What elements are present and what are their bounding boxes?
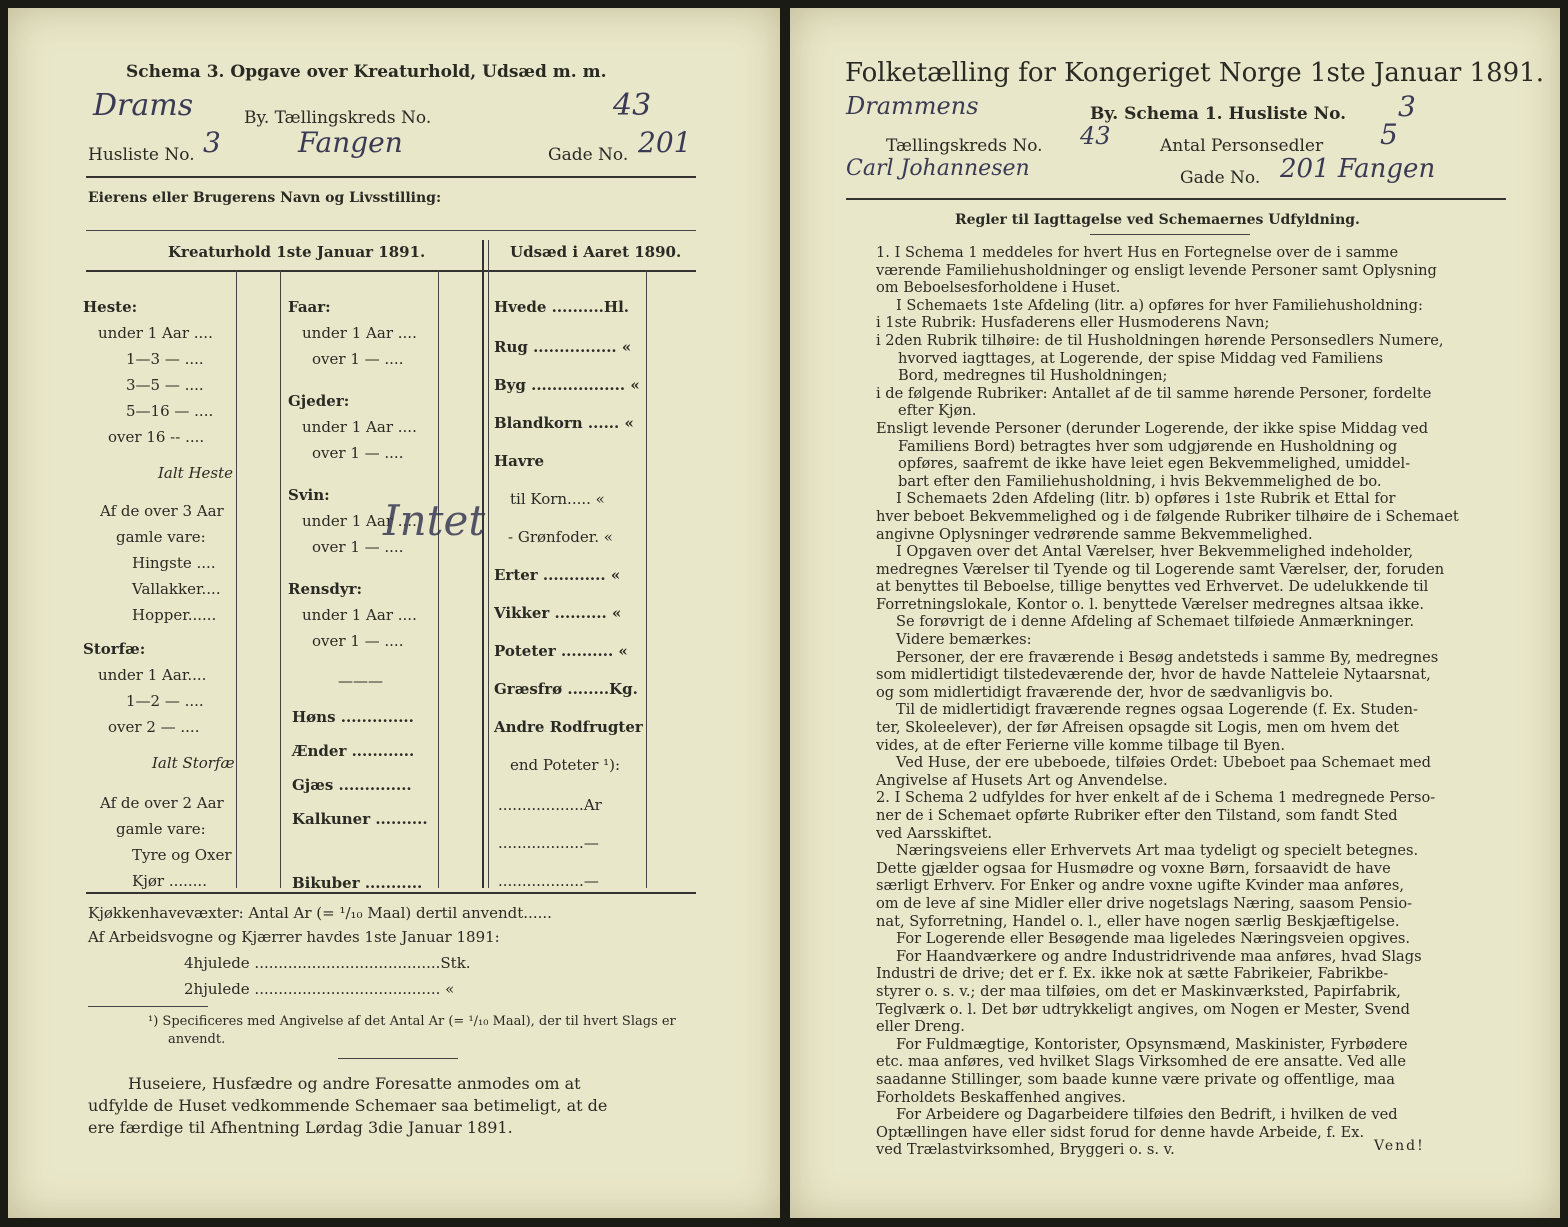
poultry-row: Kalkuner .......... [292, 810, 428, 828]
footnote-text: ¹) Specificeres med Angivelse af det Antal Ar (= ¹/₁₀ Maal), der til hvert Slags er [148, 1014, 676, 1029]
udsaed-row: ..................— [498, 834, 599, 852]
rensdyr-title: Rensdyr: [288, 580, 363, 598]
divider [846, 198, 1506, 200]
schema1-husliste-label: By. Schema 1. Husliste No. [1090, 104, 1347, 124]
rule-line: Ensligt levende Personer (derunder Logerende, der ikke spise Middag ved [876, 419, 1429, 437]
gjeder-title: Gjeder: [288, 392, 350, 410]
rule-line: ved Trælastvirksomhed, Bryggeri o. s. v. [876, 1141, 1175, 1159]
column-divider [280, 270, 281, 888]
rule-line: 1. I Schema 1 meddeles for hvert Hus en Fortegnelse over de i samme [876, 244, 1399, 261]
udsaed-row: ..................Ar [498, 796, 602, 814]
rule-line: Ved Huse, der ere ubeboede, tilføies Ordet: Ubeboet paa Schemaet med [896, 754, 1432, 772]
udsaed-row: Poteter .......... « [494, 642, 628, 660]
poultry-row: Ænder ............ [292, 742, 415, 760]
udsaed-row: ..................— [498, 872, 599, 890]
storfae-row: under 1 Aar.... [98, 666, 207, 684]
rule-line: For Arbeidere og Dagarbeidere tilføies den Bedrift, i hvilken de ved [896, 1106, 1398, 1124]
svin-title: Svin: [288, 486, 330, 504]
rule-line: nat, Syforretning, Handel o. l., eller have nogen særlig Beskjæftigelse. [876, 912, 1400, 930]
rensdyr-row: under 1 Aar .... [302, 606, 417, 624]
rule-line: I Schemaets 2den Afdeling (litr. b) opføres i 1ste Rubrik et Ettal for [896, 490, 1396, 508]
footnote-text: anvendt. [168, 1032, 226, 1047]
udsaed-row: Andre Rodfrugter [494, 718, 643, 736]
storfae-row: over 2 — .... [108, 718, 200, 736]
storfae-af-de: Af de over 2 Aar [100, 794, 224, 812]
wheels4-line: 4hjulede .......................................Stk. [184, 954, 471, 972]
rule-line: hver beboet Bekvemmelighed og i de følgende Rubriker tilhøire de i Schemaet [876, 507, 1459, 525]
heste-total: Ialt Heste [158, 464, 234, 482]
rule-line: og som midlertidigt fraværende der, hvor de sædvanligvis bo. [876, 683, 1334, 701]
kreaturhold-title: Kreaturhold 1ste Januar 1891. [168, 243, 426, 261]
rule-line: I Schemaets 1ste Afdeling (litr. a) opføres for hver Familiehusholdning: [896, 296, 1423, 314]
rule-line: angivne Oplysninger vedrørende samme Bekvemmelighed. [876, 525, 1313, 543]
schema3-header: Schema 3. Opgave over Kreaturhold, Udsæd m. m. [126, 62, 607, 82]
heste-row: 3—5 — .... [126, 376, 204, 394]
rule-line: Forholdets Beskaffenhed angives. [876, 1088, 1126, 1106]
udsaed-row: Havre [494, 452, 545, 470]
rule-line: om Beboelsesforholdene i Huset. [876, 279, 1121, 297]
rule-line: Teglværk o. l. Det bør udtrykkeligt angives, om Nogen er Mester, Svend [876, 1000, 1411, 1018]
rule-line: Dette gjælder ogsaa for Husmødre og voxne Børn, forsaavidt de have [876, 859, 1391, 877]
rule-line: For Haandværkere og andre Industridrivende maa anføres, hvad Slags [896, 947, 1422, 965]
udsaed-title: Udsæd i Aaret 1890. [510, 243, 682, 261]
rule-line: 2. I Schema 2 udfyldes for hver enkelt af de i Schema 1 medregnede Perso- [876, 789, 1436, 807]
rule-line: saadanne Stillinger, som baade kunne være private og offentlige, maa [876, 1070, 1395, 1088]
wheels2-line: 2hjulede ....................................... « [184, 980, 455, 998]
rule-line: hvorved iagttages, at Logerende, der spise Middag ved Familiens [898, 349, 1383, 367]
rule-line: Videre bemærkes: [896, 631, 1032, 649]
vend-note: Vend! [1374, 1138, 1425, 1154]
divider [338, 1058, 458, 1059]
rule-line: efter Kjøn. [898, 402, 977, 420]
udsaed-row: Rug ................ « [494, 338, 632, 356]
udsaed-row: Byg .................. « [494, 376, 640, 394]
rule-line: For Logerende eller Besøgende maa ligeledes Næringsveien opgives. [896, 930, 1411, 948]
column-divider [488, 240, 489, 888]
heste-row: over 16 -- .... [108, 428, 205, 446]
faar-row: under 1 Aar .... [302, 324, 417, 342]
table-bottom-rule [86, 892, 696, 894]
rule-line: særligt Erhverv. For Enker og andre voxne ugifte Kvinder maa anføres, [876, 877, 1404, 895]
rule-line: værende Familiehusholdninger og ensligt levende Personer samt Oplysning [876, 261, 1437, 279]
husliste-handwritten: 3 [1398, 90, 1416, 123]
rule-line: i 1ste Rubrik: Husfaderens eller Husmoderens Navn; [876, 314, 1270, 332]
heste-row: under 1 Aar .... [98, 324, 213, 342]
udsaed-row: Vikker .......... « [494, 604, 622, 622]
rule-line: Se forøvrigt de i denne Afdeling af Schemaet tilføiede Anmærkninger. [896, 613, 1415, 631]
table-rule [86, 270, 696, 272]
divider [86, 176, 696, 178]
rule-line: styrer o. s. v.; der maa tilføies, om det er Maskinværksted, Papirfabrik, [876, 982, 1401, 1000]
rule-line: etc. maa anføres, ved hvilket Slags Virksomhed de ere ansatte. Ved alle [876, 1053, 1406, 1071]
closing-text: ere færdige til Afhentning Lørdag 3die Januar 1891. [88, 1118, 513, 1137]
heste-sub: Hingste .... [132, 554, 216, 572]
column-divider [438, 270, 439, 888]
rule-line: Næringsveiens eller Erhvervets Art maa tydeligt og specielt betegnes. [896, 842, 1419, 860]
gade-label: Gade No. [1180, 168, 1261, 188]
udsaed-row: Blandkorn ...... « [494, 414, 634, 432]
heste-gamle: gamle vare: [116, 528, 206, 546]
rule-line: som midlertidigt tilstedeværende der, hvor de havde Natteleie Nytaarsnat, [876, 666, 1431, 684]
husliste-label: Husliste No. [88, 145, 195, 165]
udsaed-row: Erter ............ « [494, 566, 621, 584]
heste-row: 1—3 — .... [126, 350, 204, 368]
heste-af-de: Af de over 3 Aar [100, 502, 224, 520]
faar-title: Faar: [288, 298, 331, 316]
gade-handwritten: 201 Fangen [1280, 154, 1436, 184]
storfae-total: Ialt Storfæ [152, 754, 235, 772]
storfae-title: Storfæ: [83, 640, 146, 658]
poultry-row: Høns .............. [292, 708, 414, 726]
storfae-sub: Tyre og Oxer [132, 846, 232, 864]
rule-line: bart efter den Familiehusholdning, i hvis Bekvemmelighed de bo. [898, 472, 1382, 490]
rule-line: i de følgende Rubriker: Antallet af de til samme hørende Personer, fordelte [876, 384, 1432, 402]
street-handwritten: Fangen [298, 126, 403, 159]
rules-title: Regler til Iagttagelse ved Schemaernes Udfyldning. [955, 212, 1360, 228]
rule-line: Angivelse af Husets Art og Anvendelse. [876, 771, 1168, 789]
faar-row: over 1 — .... [312, 350, 404, 368]
rule-line: ved Aarsskiftet. [876, 824, 992, 842]
svin-row: over 1 — .... [312, 538, 404, 556]
rule-line: om de leve af sine Midler eller drive nogetslags Næring, saasom Pensio- [876, 894, 1413, 912]
owner-name-handwritten: Carl Johannesen [846, 156, 1030, 181]
column-divider [646, 270, 647, 888]
rule-line: at benyttes til Beboelse, tillige benyttes ved Erhvervet. De udelukkende til [876, 578, 1429, 596]
footnote-rule [88, 1006, 208, 1007]
bikuber-row: Bikuber ........... [292, 874, 423, 892]
heste-sub: Hopper...... [132, 606, 217, 624]
rules-text [850, 244, 1490, 1159]
udsaed-row: til Korn..... « [510, 490, 605, 508]
rule-line: Optællingen have eller sidst forud for denne havde Arbeide, f. Ex. [876, 1123, 1365, 1141]
kreds-label: Tællingskreds No. [886, 136, 1043, 156]
dash-separator: ——— [338, 672, 383, 690]
right-page-schema1 [790, 8, 1560, 1218]
gade-handwritten: 201 [638, 126, 692, 159]
rule-line: ter, Skoleelever), der før Afreisen opsagde sit Logis, men om hvem det [876, 719, 1399, 737]
rule-line: eller Dreng. [876, 1018, 965, 1036]
udsaed-row: Græsfrø ........Kg. [494, 680, 638, 698]
town-handwritten: Drammens [846, 92, 979, 120]
column-divider [482, 240, 484, 888]
rule-line: i 2den Rubrik tilhøire: de til Husholdningen hørende Personsedlers Numere, [876, 331, 1444, 349]
divider [86, 230, 696, 231]
storfae-sub: Kjør ........ [132, 872, 207, 890]
rensdyr-row: over 1 — .... [312, 632, 404, 650]
heste-sub: Vallakker.... [132, 580, 221, 598]
owner-label: Eierens eller Brugerens Navn og Livsstilling: [88, 190, 442, 206]
closing-text: udfylde de Huset vedkommende Schemaer saa betimeligt, at de [88, 1096, 608, 1115]
rule-line: For Fuldmægtige, Kontorister, Opsynsmænd, Maskinister, Fyrbødere [896, 1035, 1408, 1053]
rule-line: Bord, medregnes til Husholdningen; [898, 367, 1168, 385]
gade-label: Gade No. [548, 145, 629, 165]
rule-line: Til de midlertidigt fraværende regnes ogsaa Logerende (f. Ex. Studen- [896, 701, 1418, 719]
rule-line: Forretningslokale, Kontor o. l. benyttede Værelser medregnes altsaa ikke. [876, 595, 1425, 613]
left-page-schema3 [8, 8, 780, 1218]
kreds-handwritten: 43 [613, 88, 652, 123]
storfae-gamle: gamle vare: [116, 820, 206, 838]
rule-line: medregnes Værelser til Tyende og til Logerende samt Værelser, der, foruden [876, 560, 1445, 578]
udsaed-row: - Grønfoder. « [508, 528, 613, 546]
svin-row: under 1 Aar .... [302, 512, 417, 530]
rule-line: vides, at de efter Ferierne ville komme tilbage til Byen. [876, 736, 1285, 754]
gjeder-row: under 1 Aar .... [302, 418, 417, 436]
udsaed-row: end Poteter ¹): [510, 756, 621, 774]
rule-line: I Opgaven over det Antal Værelser, hver Bekvemmelighed indeholder, [896, 543, 1414, 561]
closing-text: Huseiere, Husfædre og andre Foresatte anmodes om at [128, 1074, 581, 1093]
rule-line: Industri de drive; det er f. Ex. ikke nok at sætte Fabrikeier, Fabrikbe- [876, 965, 1389, 983]
storfae-row: 1—2 — .... [126, 692, 204, 710]
column-divider [236, 270, 237, 888]
rule-line: Personer, der ere fraværende i Besøg andetsteds i samme By, medregnes [896, 648, 1439, 666]
by-kreds-label: By. Tællingskreds No. [244, 108, 432, 128]
rule-line: ner de i Schemaet opførte Rubriker efter den Tilstand, som fandt Sted [876, 807, 1398, 824]
kreds-handwritten: 43 [1080, 122, 1111, 150]
husliste-handwritten: 3 [203, 126, 221, 159]
heste-title: Heste: [83, 298, 138, 316]
rule-line: Familiens Bord) betragtes hver som udgjørende en Husholdning og [898, 437, 1398, 455]
antal-handwritten: 5 [1380, 118, 1398, 151]
arbeidsvogne-line: Af Arbeidsvogne og Kjærrer havdes 1ste Januar 1891: [88, 928, 500, 946]
intet-handwritten: Intet [383, 496, 486, 545]
town-handwritten: Drams [93, 88, 194, 123]
gjeder-row: over 1 — .... [312, 444, 404, 462]
poultry-row: Gjæs .............. [292, 776, 412, 794]
kjokkenhave-line: Kjøkkenhavevæxter: Antal Ar (= ¹/₁₀ Maal) dertil anvendt...... [88, 904, 552, 922]
rule-line: opføres, saafremt de ikke have leiet egen Bekvemmelighed, umiddel- [898, 455, 1411, 473]
census-title: Folketælling for Kongeriget Norge 1ste Januar 1891. [845, 58, 1544, 88]
divider [1090, 234, 1250, 235]
antal-label: Antal Personsedler [1160, 136, 1324, 156]
heste-row: 5—16 — .... [126, 402, 214, 420]
udsaed-row: Hvede ..........Hl. [494, 298, 629, 316]
